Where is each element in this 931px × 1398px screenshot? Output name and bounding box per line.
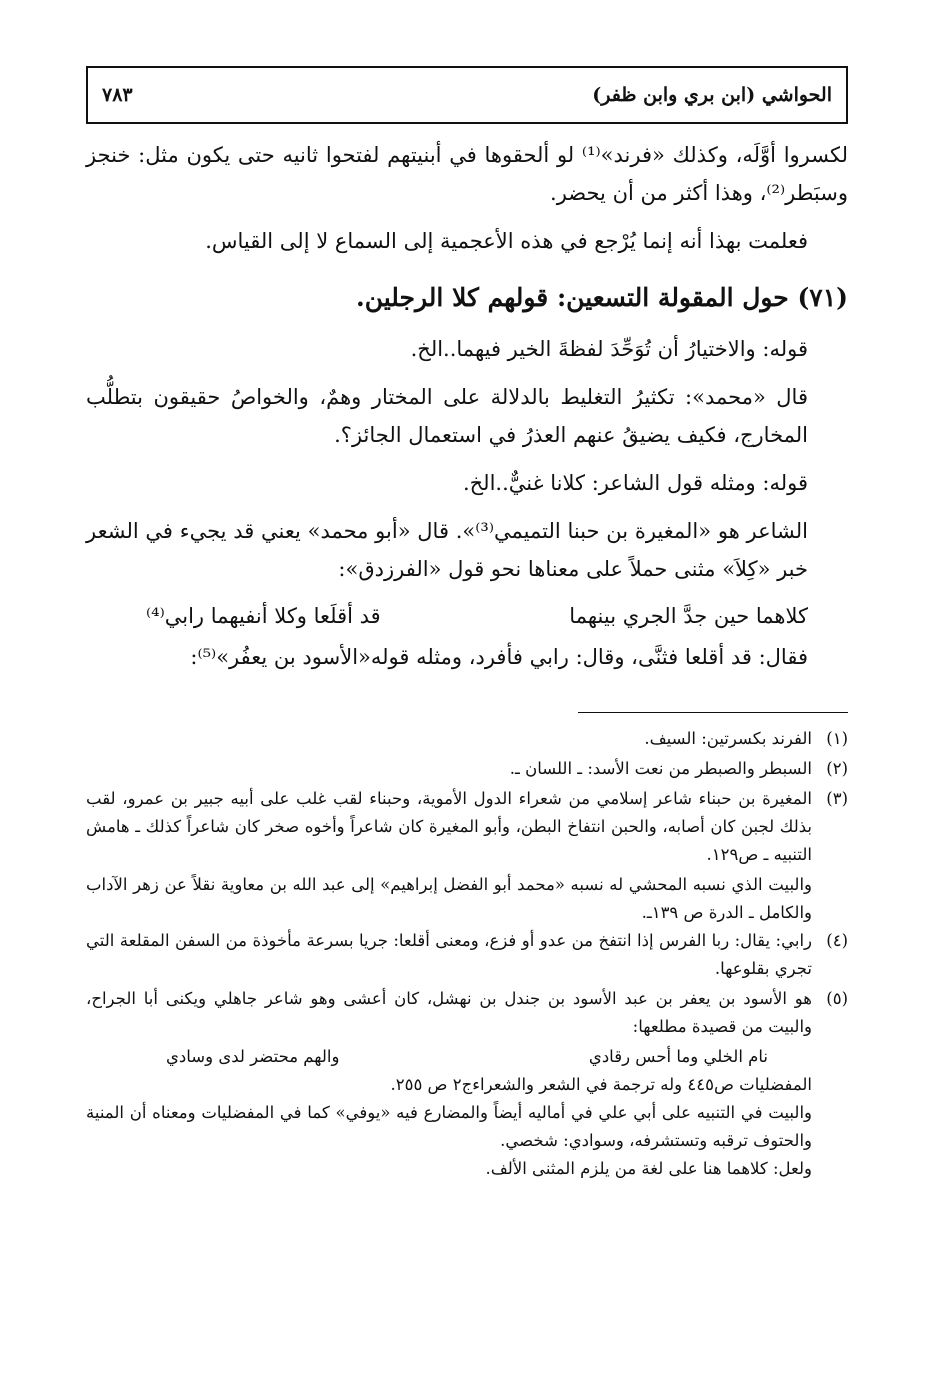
footnote bbox=[86, 755, 848, 783]
page bbox=[86, 66, 848, 1386]
paragraph: فعلمت بهذا أنه إنما يُرْجع في هذه الأعجمية إلى السماع لا إلى القياس. bbox=[205, 229, 808, 253]
paragraph: قوله: والاختيارُ أن تُوَحِّدَ لفظةَ الخير فيهما..الخ. bbox=[410, 337, 808, 361]
footnote-continuation: والبيت في التنبيه على أبي علي في أماليه أيضاً والمضارع فيه «يوفي» كما في المفضليات ومعناه أن المنية والحتوف ترقبه وتستشرفه، وسوادي: شخصي. bbox=[86, 1103, 812, 1150]
footnote-number: (٢) bbox=[826, 759, 848, 778]
footnote-text: هو الأسود بن يعفر بن عبد الأسود بن جندل بن نهشل، كان أعشى وهو شاعر جاهلي ويكنى أبا الجراح، والبيت من قصيدة مطلعها: bbox=[86, 989, 812, 1036]
verse-first-hemistich: نام الخلي وما أحس رقادي bbox=[588, 1047, 768, 1066]
page-number: ٧٨٣ bbox=[102, 84, 133, 106]
footnote-number: (٣) bbox=[826, 789, 848, 808]
verse-first-hemistich: كلاهما حين جدَّ الجري بينهما bbox=[569, 604, 808, 628]
footnote bbox=[86, 785, 848, 869]
footnote-number: (٤) bbox=[826, 931, 848, 950]
running-title: الحواشي (ابن بري وابن ظفر) bbox=[592, 84, 832, 106]
main-text bbox=[86, 136, 848, 676]
verse-line bbox=[86, 598, 848, 634]
footnote-text: المغيرة بن حبناء شاعر إسلامي من شعراء الدول الأموية، وحبناء لقب غلب على أبيه جبير بن عمرو، لقب بذلك لجبن كان أصابه، والحبن انتفاخ البطن، وأبو المغيرة كان شاعراً وأخوه صخر كان شاعراً كذلك ـ هامش التنبيه ـ ص١٢٩. bbox=[86, 789, 812, 864]
footnote-text: السبطر والصبطر من نعت الأسد: ـ اللسان ـ. bbox=[509, 759, 812, 778]
footnote-verse bbox=[86, 1043, 848, 1071]
paragraph: قوله: ومثله قول الشاعر: كلانا غنيٌّ..الخ. bbox=[462, 471, 808, 495]
paragraph: قال «محمد»: تكثيرُ التغليط بالدلالة على المختار وهمٌ، والخواصُ حقيقون بتطلُّب المخارج، فكيف يضيقُ عنهم العذرُ في استعمال الجائز؟. bbox=[86, 385, 808, 447]
footnote-continuation: ولعل: كلاهما هنا على لغة من يلزم المثنى الألف. bbox=[485, 1159, 812, 1178]
footnotes bbox=[86, 725, 848, 1183]
paragraph: فقال: قد أقلعا فثنَّى، وقال: رابي فأفرد، ومثله قوله«الأسود بن يعفُر»⁽⁵⁾: bbox=[190, 645, 808, 669]
footnote-divider bbox=[578, 712, 848, 713]
verse-second-hemistich: قد أقلَعا وكلا أنفيهما رابي⁽⁴⁾ bbox=[146, 604, 381, 628]
verse-second-hemistich: والهم محتضر لدى وسادي bbox=[166, 1047, 340, 1066]
paragraph: الشاعر هو «المغيرة بن حبنا التميمي⁽³⁾». قال «أبو محمد» يعني قد يجيء في الشعر خبر «كِلاَ» مثنى حملاً على معناها نحو قول «الفرزدق»: bbox=[86, 519, 808, 581]
paragraph: لكسروا أوَّلَه، وكذلك «فرند»⁽¹⁾ لو ألحقوها في أبنيتهم لفتحوا ثانيه حتى يكون مثل: خنجز وسبَطر⁽²⁾، وهذا أكثر من أن يحضر. bbox=[86, 143, 848, 205]
footnote bbox=[86, 985, 848, 1041]
footnote-number: (٥) bbox=[826, 989, 848, 1008]
footnote-text: رابي: يقال: ربا الفرس إذا انتفخ من عدو أو فزع، ومعنى أقلعا: جريا بسرعة مأخوذة من السفن المقلعة التي تجري بقلوعها. bbox=[86, 931, 812, 978]
footnote bbox=[86, 725, 848, 753]
footnote-text: الفرند بكسرتين: السيف. bbox=[644, 729, 812, 748]
footnote-number: (١) bbox=[826, 729, 848, 748]
section-heading: (٧١) حول المقولة التسعين: قولهم كلا الرجلين. bbox=[356, 283, 848, 312]
page-header bbox=[86, 66, 848, 124]
footnote bbox=[86, 927, 848, 983]
footnote-continuation: والبيت الذي نسبه المحشي له نسبه «محمد أبو الفضل إبراهيم» إلى عبد الله بن معاوية نقلاً عن زهر الآداب والكامل ـ الدرة ص ١٣٩ـ. bbox=[86, 875, 812, 922]
footnote-continuation: المفضليات ص٤٤٥ وله ترجمة في الشعر والشعراءج٢ ص ٢٥٥. bbox=[390, 1075, 812, 1094]
